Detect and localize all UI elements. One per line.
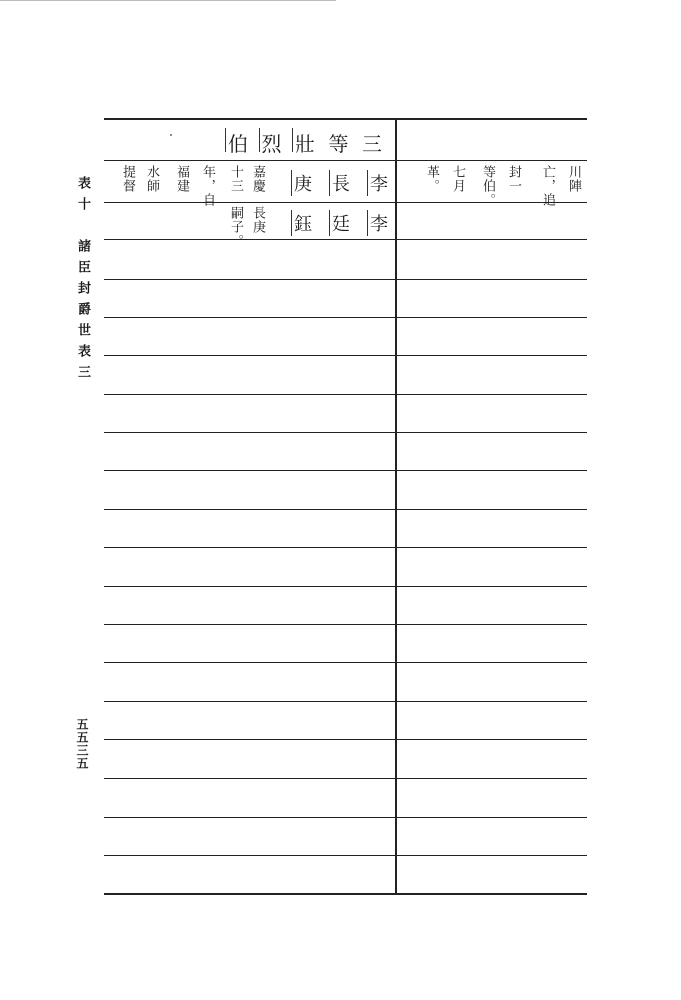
entry-1-col2: 十三 [228,165,243,193]
entry-1-name-char-1: 李 [370,170,388,196]
note-col5: 七月 [450,165,465,193]
entry-2-col1: 長庚 [250,206,265,234]
speck [170,134,172,136]
right-notes [400,165,586,207]
entry-1-col3: 年，自 [200,165,215,207]
note-col6: 革。 [424,165,439,193]
entry-2-name-char-3: 鈺 [294,210,312,236]
header-char: 伯 [228,128,254,152]
header-char: 壯 [295,128,321,152]
note-col2: 亡，追 [540,165,555,207]
header-char: 烈 [262,128,288,152]
entry-2-col2: 嗣子。 [228,206,243,248]
entry-1-col6: 提督 [120,165,135,193]
entry-1-name-char-3: 庚 [294,170,312,196]
header-char: 等 [328,132,355,156]
entry-1-name [294,170,388,196]
entry-2-name [294,210,388,236]
entry-1-col4: 福建 [174,165,189,193]
header-char: 三 [362,132,388,156]
note-col4: 等伯。 [480,165,495,207]
entry-2-name-char-1: 李 [370,210,388,236]
margin-table-title: 表十 諸臣封爵世表三 [75,176,90,386]
entry-2-name-char-2: 廷 [332,210,350,236]
page-edge-line [0,0,336,1]
note-col1: 川陣 [566,165,581,193]
margin-page-number: 五五三五 [75,718,89,770]
entry-1-col5: 水師 [144,165,159,193]
note-col3: 封一 [506,165,521,193]
entry-1-name-char-2: 長 [332,170,350,196]
entry-1-col1: 嘉慶 [250,165,265,193]
header-title-row [228,128,388,156]
